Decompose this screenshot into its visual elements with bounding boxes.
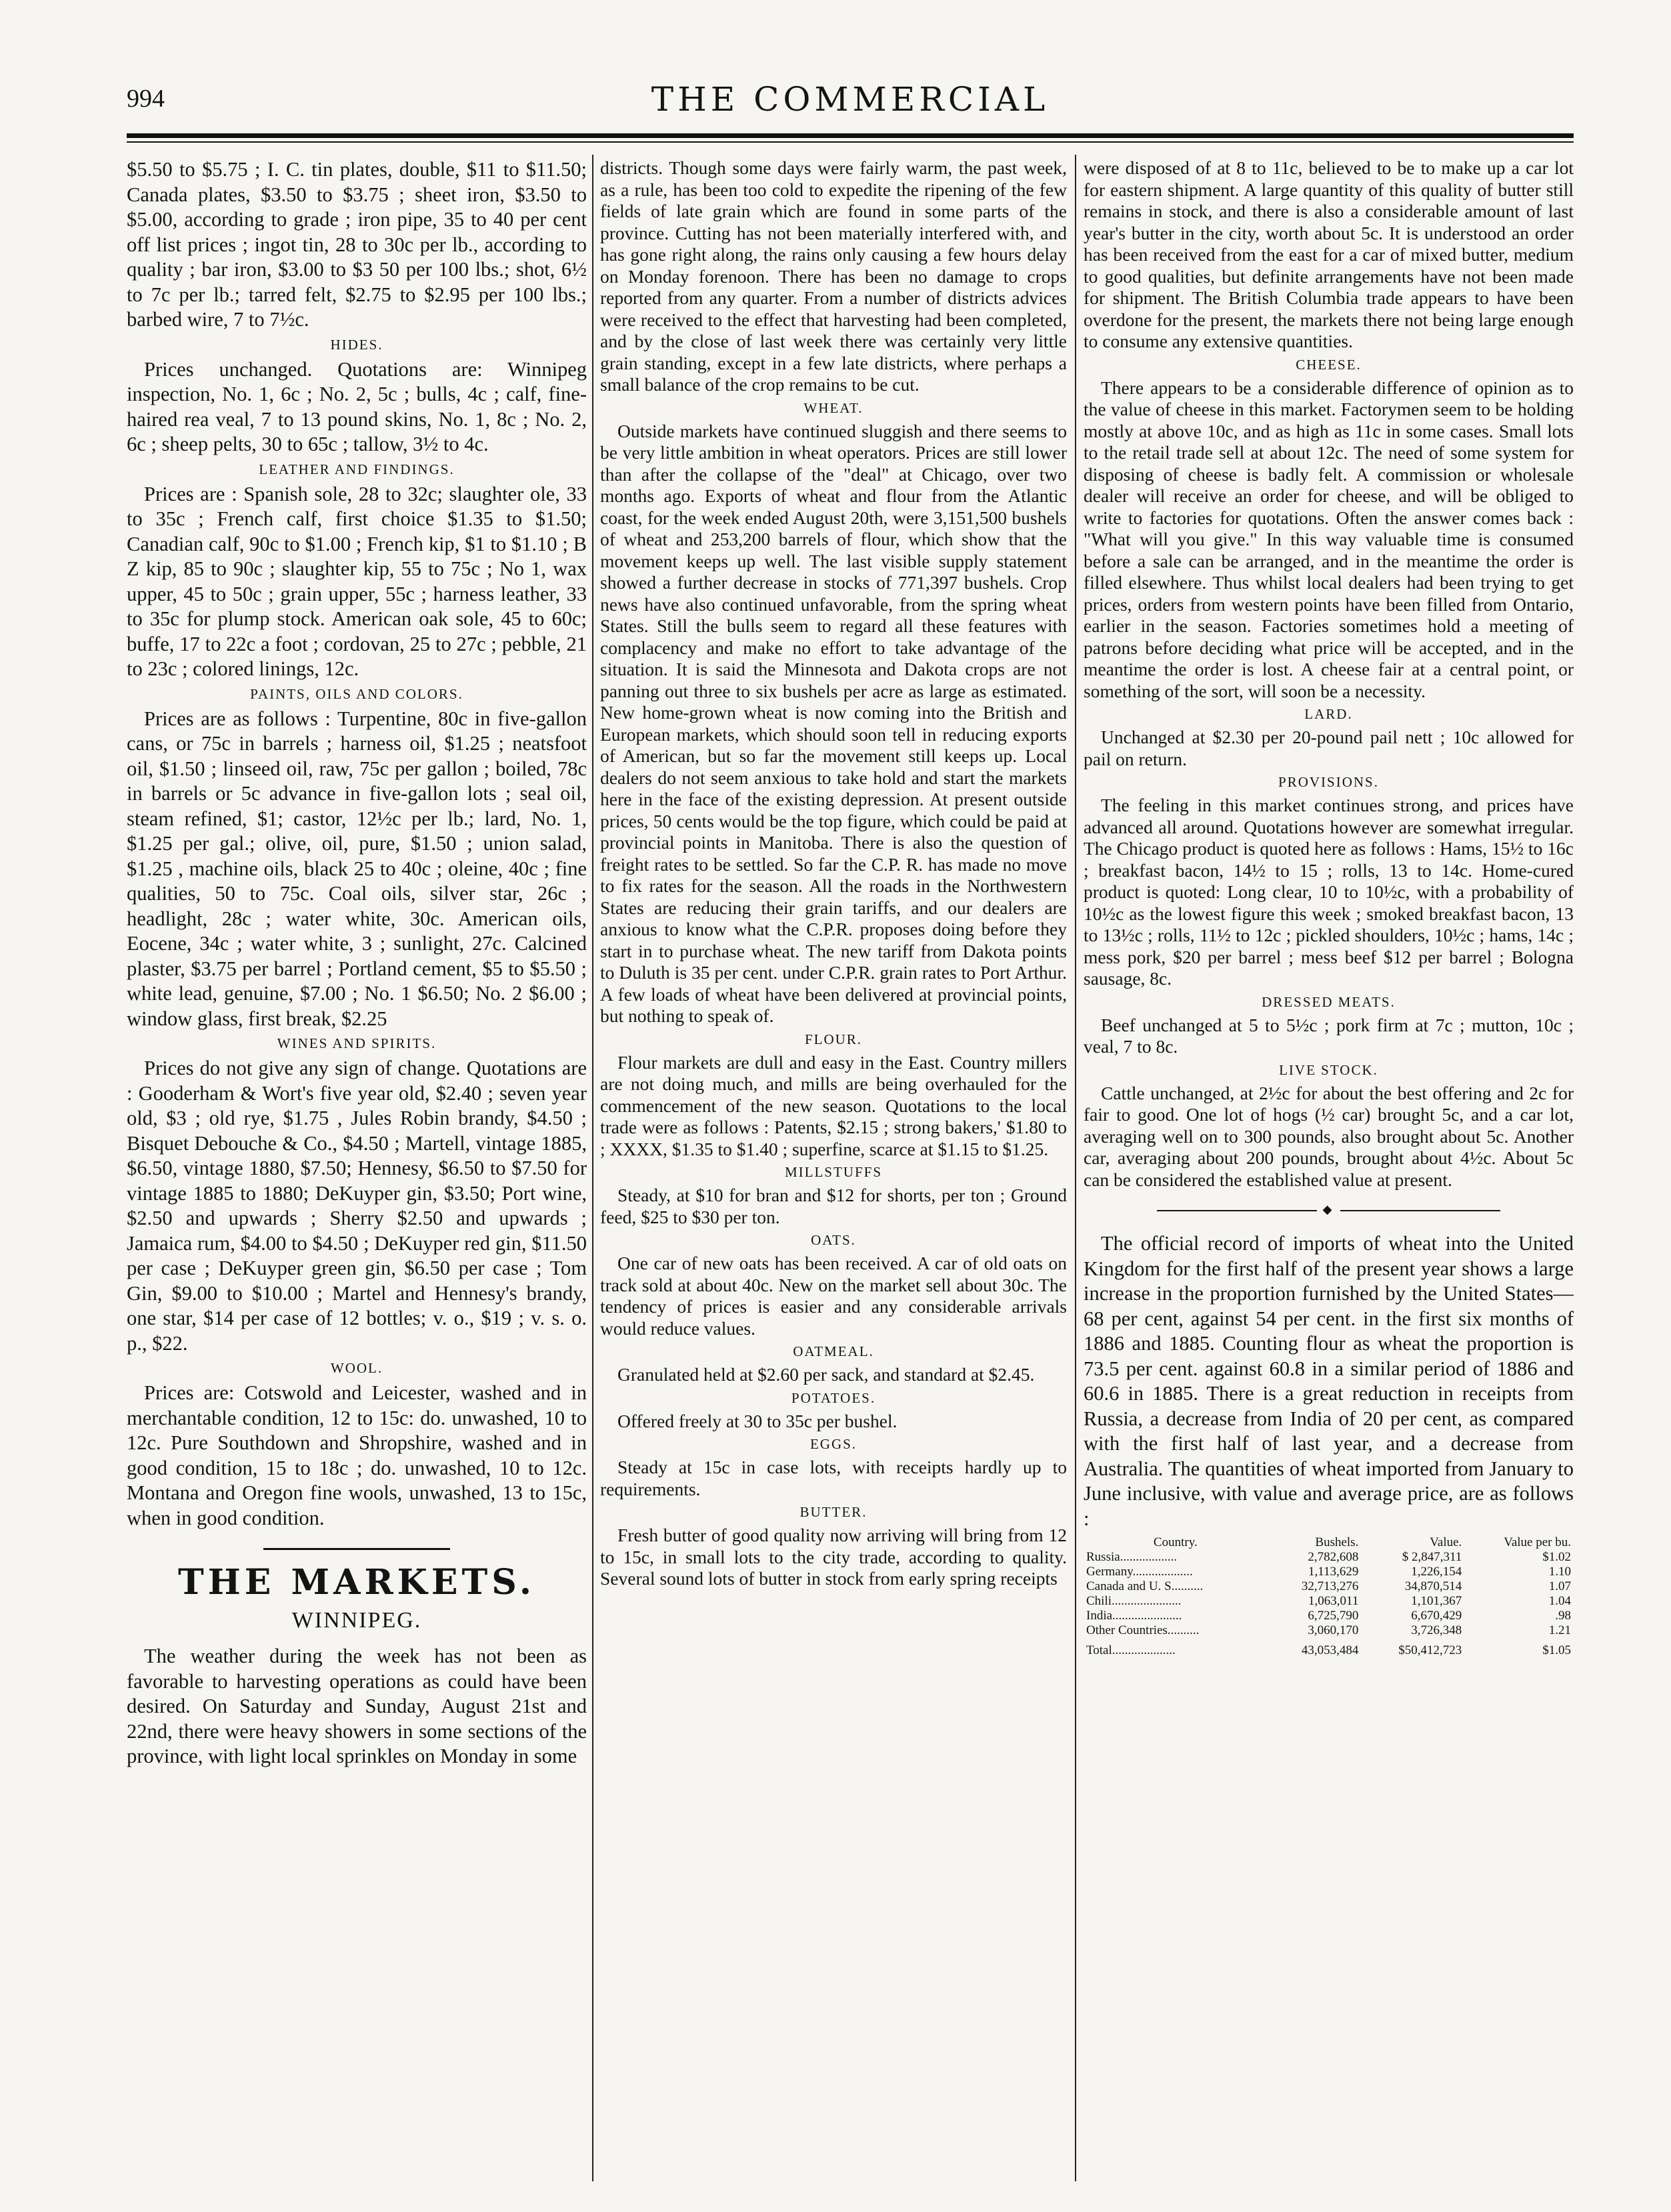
page-number: 994 [127, 85, 165, 113]
section-heading-wool: WOOL. [330, 1360, 383, 1376]
paragraph: Beef unchanged at 5 to 5½c ; pork firm at 7c ; mutton, 10c ; veal, 7 to 8c. [1084, 1014, 1574, 1057]
ornament-rule: ◆ [1084, 1203, 1574, 1217]
paragraph: Prices are : Spanish sole, 28 to 32c; slaughter ole, 33 to 35c ; French calf, first choice $1.35 to $1.50; Canadian calf, 90c to $1.00 ; French kip, $1 to $1.10 ; B Z kip, 85 to 90c ; slaughter kip, 55 to 75c ; No 1, wax upper, 45 to 50c ; grain upper, 55c ; harness leather, 33 to 35c for plump stock. American oak sole, 45 to 60c; buffe, 17 to 22c a foot ; cordovan, 25 to 27c ; pebble, 21 to 23c ; colored linings, 12c. [127, 482, 587, 680]
table-row [1084, 1623, 1574, 1638]
paragraph: Prices do not give any sign of change. Quotations are : Gooderham & Wort's five year old, $2.40 ; seven year old, $3 ; old rye, $1.75 , Jules Robin brandy, $4.50 ; Bisquet Debouche & Co., $4.50 ; Martell, vintage 1885, $6.50, vintage 1880, $7.50; Hennesy, $6.50 to $7.50 for vintage 1885 to 1880; DeKuyper gin, $3.50; Port wine, $2.50 and upwards ; Sherry $2.50 and upwards ; Jamaica rum, $4.00 to $4.50 ; DeKuyper red gin, $11.50 per case ; DeKuyper green gin, $6.50 per case ; Tom Gin, $9.00 to $10.00 ; Martel and Hennesy's brandy, one star, $14 per case of 12 bottles; v. o., $19 ; v. s. o. p., $22. [127, 1057, 587, 1355]
section-heading-flour: FLOUR. [804, 1031, 863, 1047]
cell: $50,412,723 [1398, 1643, 1462, 1657]
cell: 6,670,429 [1411, 1609, 1462, 1623]
paragraph: Prices unchanged. Quotations are: Winnipeg inspection, No. 1, 6c ; No. 2, 5c ; bulls, 4c ; calf, fine-haired rea veal, 7 to 13 pound skins, No. 1, 8c ; No. 2, 6c ; sheep pelts, 30 to 65c ; tallow, 3½ to 4c. [127, 357, 587, 455]
header-rule-thick [127, 133, 1574, 138]
paragraph: Offered freely at 30 to 35c per bushel. [617, 1410, 898, 1431]
paragraph: Prices are: Cotswold and Leicester, washed and in merchantable condition, 12 to 15c: do. unwashed, 10 to 12c. Pure Southdown and Shropshire, washed and in good condition, 15 to 18c ; do. unwashed, 10 to 12c. Montana and Oregon fine wools, unwashed, 13 to 15c, when in good condition. [127, 1381, 587, 1529]
section-heading-millstuffs: MILLSTUFFS [784, 1164, 883, 1180]
cell: Total.................... [1086, 1643, 1176, 1657]
cell: 3,060,170 [1308, 1623, 1359, 1637]
column-divider [592, 155, 593, 2181]
cell: 1,063,011 [1308, 1594, 1359, 1608]
paragraph: Flour markets are dull and easy in the East. Country millers are not doing much, and mills are being overhauled for the commencement of the new season. Quotations to the local trade were as follows : Patents, $2.15 ; strong bakers,' $1.80 to ; XXXX, $1.35 to $1.40 ; superfine, scarce at $1.15 to $1.25. [600, 1051, 1067, 1159]
cell: 1.10 [1548, 1565, 1571, 1579]
table-row [1084, 1609, 1574, 1623]
paragraph: Cattle unchanged, at 2½c for about the best offering and 2c for fair to good. One lot of hogs (½ car) brought 5c, and a car lot, averaging well on to 300 pounds, also brought about 5c. Another car, averaging about 200 pounds, brought about 4½c. About 5c can be considered the established value at present. [1084, 1082, 1574, 1190]
section-rule [263, 1548, 450, 1550]
paragraph: $5.50 to $5.75 ; I. C. tin plates, double, $11 to $11.50; Canada plates, $3.50 to $3.75 ; sheet iron, $3.50 to $5.00, according to grade ; iron pipe, 35 to 40 per cent off list prices ; ingot tin, 28 to 30c per lb., according to quality ; bar iron, $3.00 to $3 50 per 100 lbs.; shot, 6½ to 7c per lb.; tarred felt, $2.75 to $2.95 per 100 lbs.; barbed wire, 7 to 7½c. [127, 158, 587, 331]
column-divider [1075, 155, 1076, 2181]
section-heading-butter: BUTTER. [799, 1504, 868, 1520]
table-row [1084, 1579, 1574, 1594]
markets-city: WINNIPEG. [291, 1608, 422, 1633]
cell: 1.07 [1548, 1579, 1571, 1593]
paragraph: were disposed of at 8 to 11c, believed to be to make up a car lot for eastern shipment. A large quantity of this quality of butter still remains in stock, and there is also a considerable amount of last year's butter in the city, worth about 5c. It is understood an order has been received from the east for a car of mixed butter, medium to good qualities, but definite arrangements have not been made for shipment. The British Columbia trade appears to have been overdone for the present, the markets there not being large enough to consume any extensive quantities. [1084, 157, 1574, 351]
masthead-title: THE COMMERCIAL [651, 80, 1050, 119]
table-header-row [1084, 1535, 1574, 1550]
paragraph: One car of new oats has been received. A car of old oats on track sold at about 40c. New on the market sell about 30c. The tendency of prices is easier and any considerable arrivals would reduce values. [600, 1253, 1067, 1339]
cell: 1,101,367 [1411, 1594, 1462, 1608]
column-2 [600, 157, 1067, 2184]
cell: 32,713,276 [1301, 1579, 1359, 1593]
cell: $ 2,847,311 [1402, 1550, 1462, 1564]
cell: Chili...................... [1086, 1594, 1182, 1608]
section-heading-wines: WINES AND SPIRITS. [277, 1035, 437, 1051]
cell: 6,725,790 [1308, 1609, 1359, 1623]
header-value-per-bu: Value per bu. [1504, 1535, 1571, 1549]
paragraph: The feeling in this market continues strong, and prices have advanced all around. Quotations however are somewhat irregular. The Chicago product is quoted here as follows : Hams, 15½ to 16c ; breakfast bacon, 14½ to 15 ; rolls, 13 to 14c. Home-cured product is quoted: Long clear, 10 to 10½c, with a probability of 10½c as the lowest figure this week ; smoked breakfast bacon, 13 to 13½c ; rolls, 11½ to 12c ; pickled shoulders, 10½c ; hams, 14c ; mess pork, $20 per barrel ; mess beef $12 per barrel ; Bologna sausage, 8c. [1084, 795, 1574, 989]
section-heading-dressed-meats: DRESSED MEATS. [1262, 993, 1396, 1010]
section-heading-cheese: CHEESE. [1296, 356, 1362, 373]
paragraph: Steady, at $10 for bran and $12 for shorts, per ton ; Ground feed, $25 to $30 per ton. [600, 1185, 1067, 1227]
section-heading-potatoes: POTATOES. [791, 1389, 876, 1406]
cell: 1,226,154 [1411, 1565, 1462, 1579]
paragraph: Outside markets have continued sluggish and there seems to be very little ambition in wheat operators. Prices are still lower than after the collapse of the "deal" at Chicago, over two months ago. Exports of wheat and flour from the Atlantic coast, for the week ended August 20th, were 3,151,500 bushels of wheat and 253,200 barrels of flour, which show that the movement keeps up well. The last visible supply statement showed a further decrease in stocks of 771,397 bushels. Crop news have also continued unfavorable, from the spring wheat States. Still the bulls seem to regard all these features with complacency and make no effort to take advantage of the situation. It is said the Minnesota and Dakota crops are not panning out three to six bushels per acre as large as estimated. New home-grown wheat is now coming into the British and European markets, which should soon tell in reducing exports of American, but so far the movement still keeps up. Local dealers do not seem anxious to take hold and start the markets here in the face of the existing depression. At present outside prices, 50 cents would be the top figure, which could be paid at provincial points in Manitoba. There is also the question of freight rates to be settled. So far the C.P. R. has made no move to fix rates for the season. All the roads in the Northwestern States are reducing their grain tariffs, and our dealers are anxious to know what the C.P.R. proposes doing before they start in to purchase wheat. The new tariff from Dakota points to Duluth is 35 per cent. under C.P.R. grain rates to Port Arthur. A few loads of wheat have been delivered at provincial points, but nothing to speak of. [600, 420, 1067, 1026]
cell: India...................... [1086, 1609, 1182, 1623]
section-heading-eggs: EGGS. [809, 1436, 858, 1452]
section-heading-hides: HIDES. [330, 336, 383, 353]
paragraph: There appears to be a considerable difference of opinion as to the value of cheese in this market. Factorymen seem to be holding mostly at above 10c, and as high as 11c in some cases. Small lots to the retail trade sell at about 12c. The need of some system for disposing of cheese is badly felt. A commission or wholesale dealer will receive an order for cheese, and will be obliged to write to factories for quotations. Often the answer comes back : "What will you give." In this way valuable time is consumed before a sale can be arranged, and in the meantime the order is filled elsewhere. Thus whilst local dealers had been trying to get prices, orders from western points have been filled from Ontario, earlier in the season. Factories sometimes hold a meeting of patrons before deciding what price will be accepted, and in the meantime the order is lost. A cheese fair at a central point, or something of the sort, will soon be a necessity. [1084, 377, 1574, 701]
markets-title: THE MARKETS. [177, 1562, 535, 1603]
section-heading-live-stock: LIVE STOCK. [1279, 1061, 1378, 1078]
section-heading-wheat: WHEAT. [803, 399, 864, 416]
cell: $1.02 [1542, 1550, 1571, 1564]
cell: 1.21 [1548, 1623, 1571, 1637]
paragraph: Unchanged at $2.30 per 20-pound pail nett ; 10c allowed for pail on return. [1084, 727, 1574, 769]
table-row [1084, 1565, 1574, 1579]
page-header [127, 80, 1574, 127]
cell: 43,053,484 [1301, 1643, 1359, 1657]
section-heading-leather: LEATHER AND FINDINGS. [259, 461, 455, 477]
cell: .98 [1555, 1609, 1571, 1623]
paragraph: The weather during the week has not been as favorable to harvesting operations as could have been desired. On Saturday and Sunday, August 21st and 22nd, there were heavy showers in some sections of the province, with light local sprinkles on Monday in some [127, 1645, 587, 1767]
header-country: Country. [1153, 1535, 1198, 1549]
cell: Russia.................. [1086, 1550, 1178, 1564]
section-heading-oatmeal: OATMEAL. [793, 1343, 874, 1359]
paragraph: Prices are as follows : Turpentine, 80c in five-gallon cans, or 75c in barrels ; harness oil, $1.25 ; neatsfoot oil, $1.50 ; linseed oil, raw, 75c per gallon ; boiled, 78c in barrels or 5c advance in five-gallon lots ; seal oil, steam refined, $1; castor, 12½c per lb.; lard, No. 1, $1.25 per gal.; olive, oil, pure, $1.50 ; union salad, $1.25 , machine oils, black 25 to 40c ; oleine, 40c ; fine qualities, 50 to 75c. Coal oils, silver star, 26c ; headlight, 28c ; water white, 30c. American oils, Eocene, 34c ; water white, 3 ; sunlight, 27c. Calcined plaster, $3.75 per barrel ; Portland cement, $5 to $5.50 ; white lead, genuine, $7.00 ; No. 1 $6.50; No. 2 $6.00 ; window glass, first break, $2.25 [127, 707, 587, 1030]
table-row [1084, 1550, 1574, 1565]
column-3 [1084, 157, 1574, 2184]
cell: 1.04 [1548, 1594, 1571, 1608]
cell: 3,726,348 [1411, 1623, 1462, 1637]
cell: $1.05 [1542, 1643, 1571, 1657]
column-1 [127, 157, 587, 2184]
section-heading-oats: OATS. [811, 1232, 856, 1248]
cell: 34,870,514 [1404, 1579, 1462, 1593]
header-rule-thin [127, 141, 1574, 143]
paragraph: Fresh butter of good quality now arriving will bring from 12 to 15c, in small lots to the city trade, according to quality. Several sound lots of butter in stock from early spring receipts [600, 1525, 1067, 1589]
cell: 1,113,629 [1308, 1565, 1359, 1579]
section-heading-lard: LARD. [1304, 706, 1353, 722]
table-row [1084, 1594, 1574, 1609]
cell: 2,782,608 [1308, 1550, 1359, 1564]
wheat-imports-table [1084, 1535, 1574, 1658]
header-value: Value. [1430, 1535, 1462, 1549]
paragraph: districts. Though some days were fairly warm, the past week, as a rule, has been too cold to expedite the ripening of the few fields of late grain which are found in some parts of the province. Cutting has not been materially interfered with, and has gone right along, the rains only causing a few hours delay on Monday forenoon. There has been no damage to crops reported from any quarter. From a number of districts advices were received to the effect that harvesting had been completed, and by the close of last week there was certainly very little grain standing, except in a few late districts, where perhaps a small balance of the crop remains to be cut. [600, 157, 1067, 395]
header-bushels: Bushels. [1315, 1535, 1359, 1549]
paragraph: Granulated held at $2.60 per sack, and standard at $2.45. [617, 1364, 1035, 1385]
table-total-row [1084, 1638, 1574, 1658]
cell: Germany................... [1086, 1565, 1193, 1579]
paragraph: Steady at 15c in case lots, with receipts hardly up to requirements. [600, 1457, 1067, 1499]
cell: Canada and U. S.......... [1086, 1579, 1204, 1593]
cell: Other Countries.......... [1086, 1623, 1200, 1637]
paragraph: The official record of imports of wheat into the United Kingdom for the first half of the present year shows a large increase in the proportion furnished by the United States—68 per cent, against 54 per cent. in the first six months of 1886 and 1885. Counting flour as wheat the proportion is 73.5 per cent. against 60.8 in a similar period of 1886 and 60.6 in 1885. There is a great reduction in receipts from Russia, a decrease from India of 20 per cent, as compared with the first half of last year, and a decrease from Australia. The quantities of wheat imported from January to June inclusive, with value and average price, are as follows : [1084, 1232, 1574, 1530]
section-heading-paints: PAINTS, OILS AND COLORS. [250, 685, 463, 702]
section-heading-provisions: PROVISIONS. [1278, 774, 1379, 790]
